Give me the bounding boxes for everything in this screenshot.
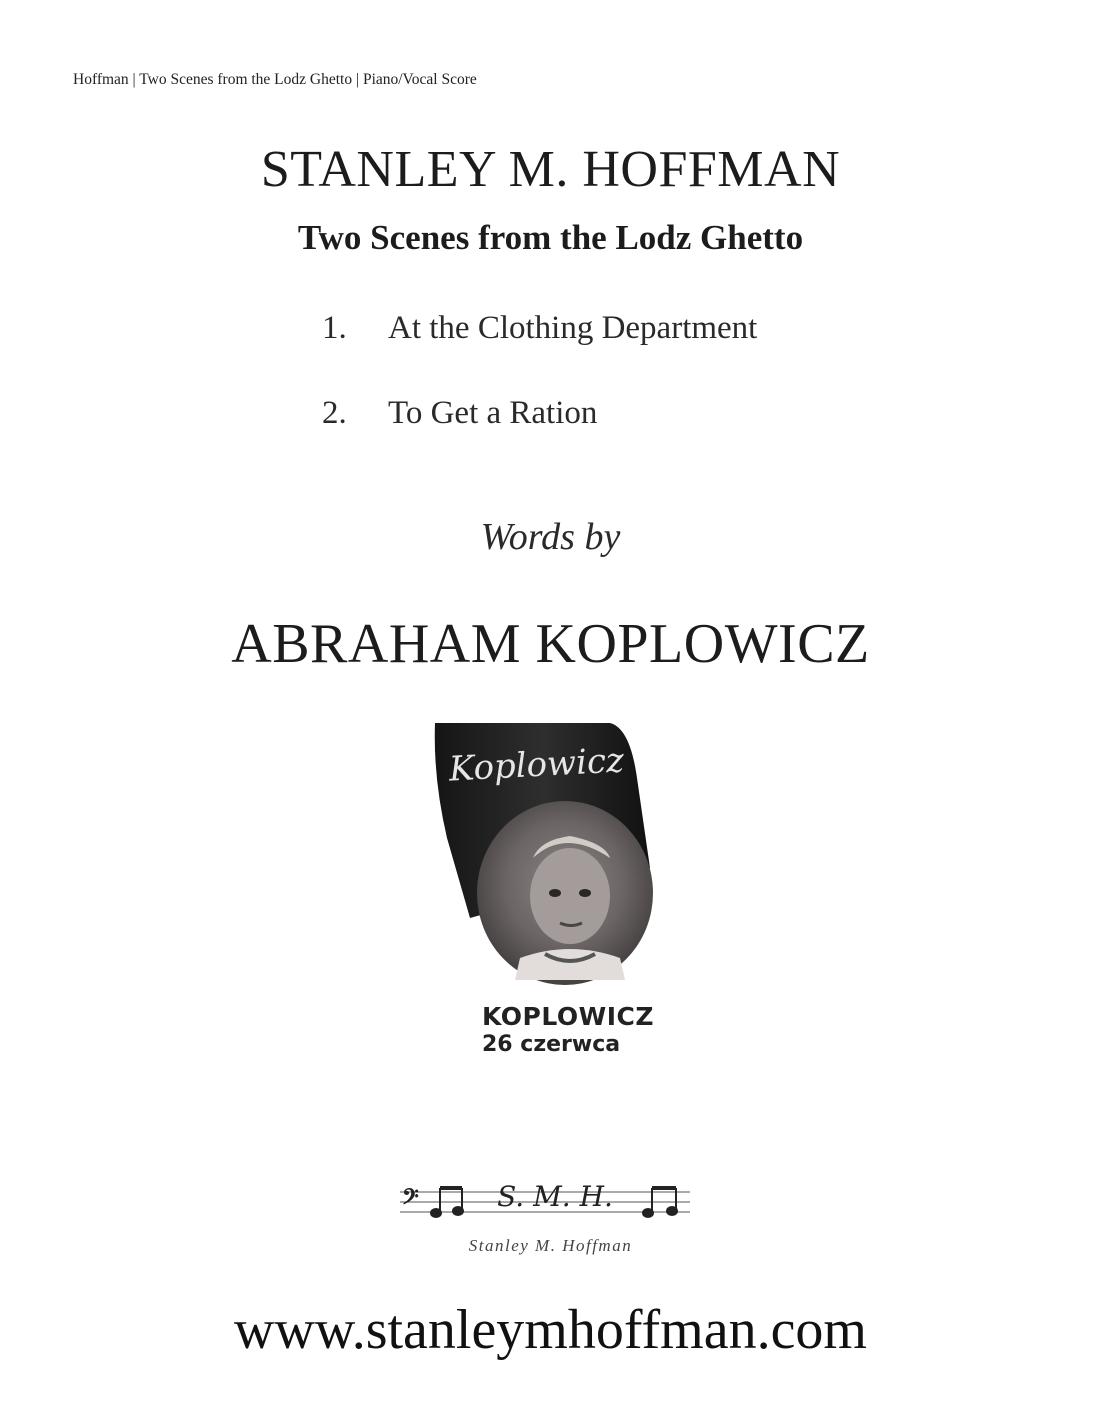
movement-number: 2. <box>322 395 347 431</box>
movement-item <box>322 395 597 432</box>
movement-title: To Get a Ration <box>388 395 598 431</box>
author-name: ABRAHAM KOPLOWICZ <box>231 613 870 675</box>
composer-logo <box>400 1176 690 1222</box>
logo-initials: S. M. H. <box>497 1180 613 1213</box>
book-label-title: KOPLOWICZ <box>482 1002 654 1031</box>
logo-caption: Stanley M. Hoffman <box>468 1236 633 1255</box>
running-header: Hoffman | Two Scenes from the Lodz Ghetto | Piano/Vocal Score <box>73 71 477 88</box>
website-url[interactable]: www.stanleymhoffman.com <box>234 1299 867 1361</box>
book-cover-image <box>425 718 665 988</box>
movement-title: At the Clothing Department <box>388 310 758 346</box>
composer-name: STANLEY M. HOFFMAN <box>260 141 841 198</box>
book-label <box>482 1002 654 1058</box>
words-by-label: Words by <box>480 516 621 558</box>
movement-number: 1. <box>322 310 347 346</box>
movement-item <box>322 310 757 347</box>
work-title: Two Scenes from the Lodz Ghetto <box>297 218 804 257</box>
svg-text:𝄢: 𝄢 <box>402 1185 419 1215</box>
book-label-date: 26 czerwca <box>482 1032 621 1057</box>
book-script-name: Koplowicz <box>447 740 625 790</box>
